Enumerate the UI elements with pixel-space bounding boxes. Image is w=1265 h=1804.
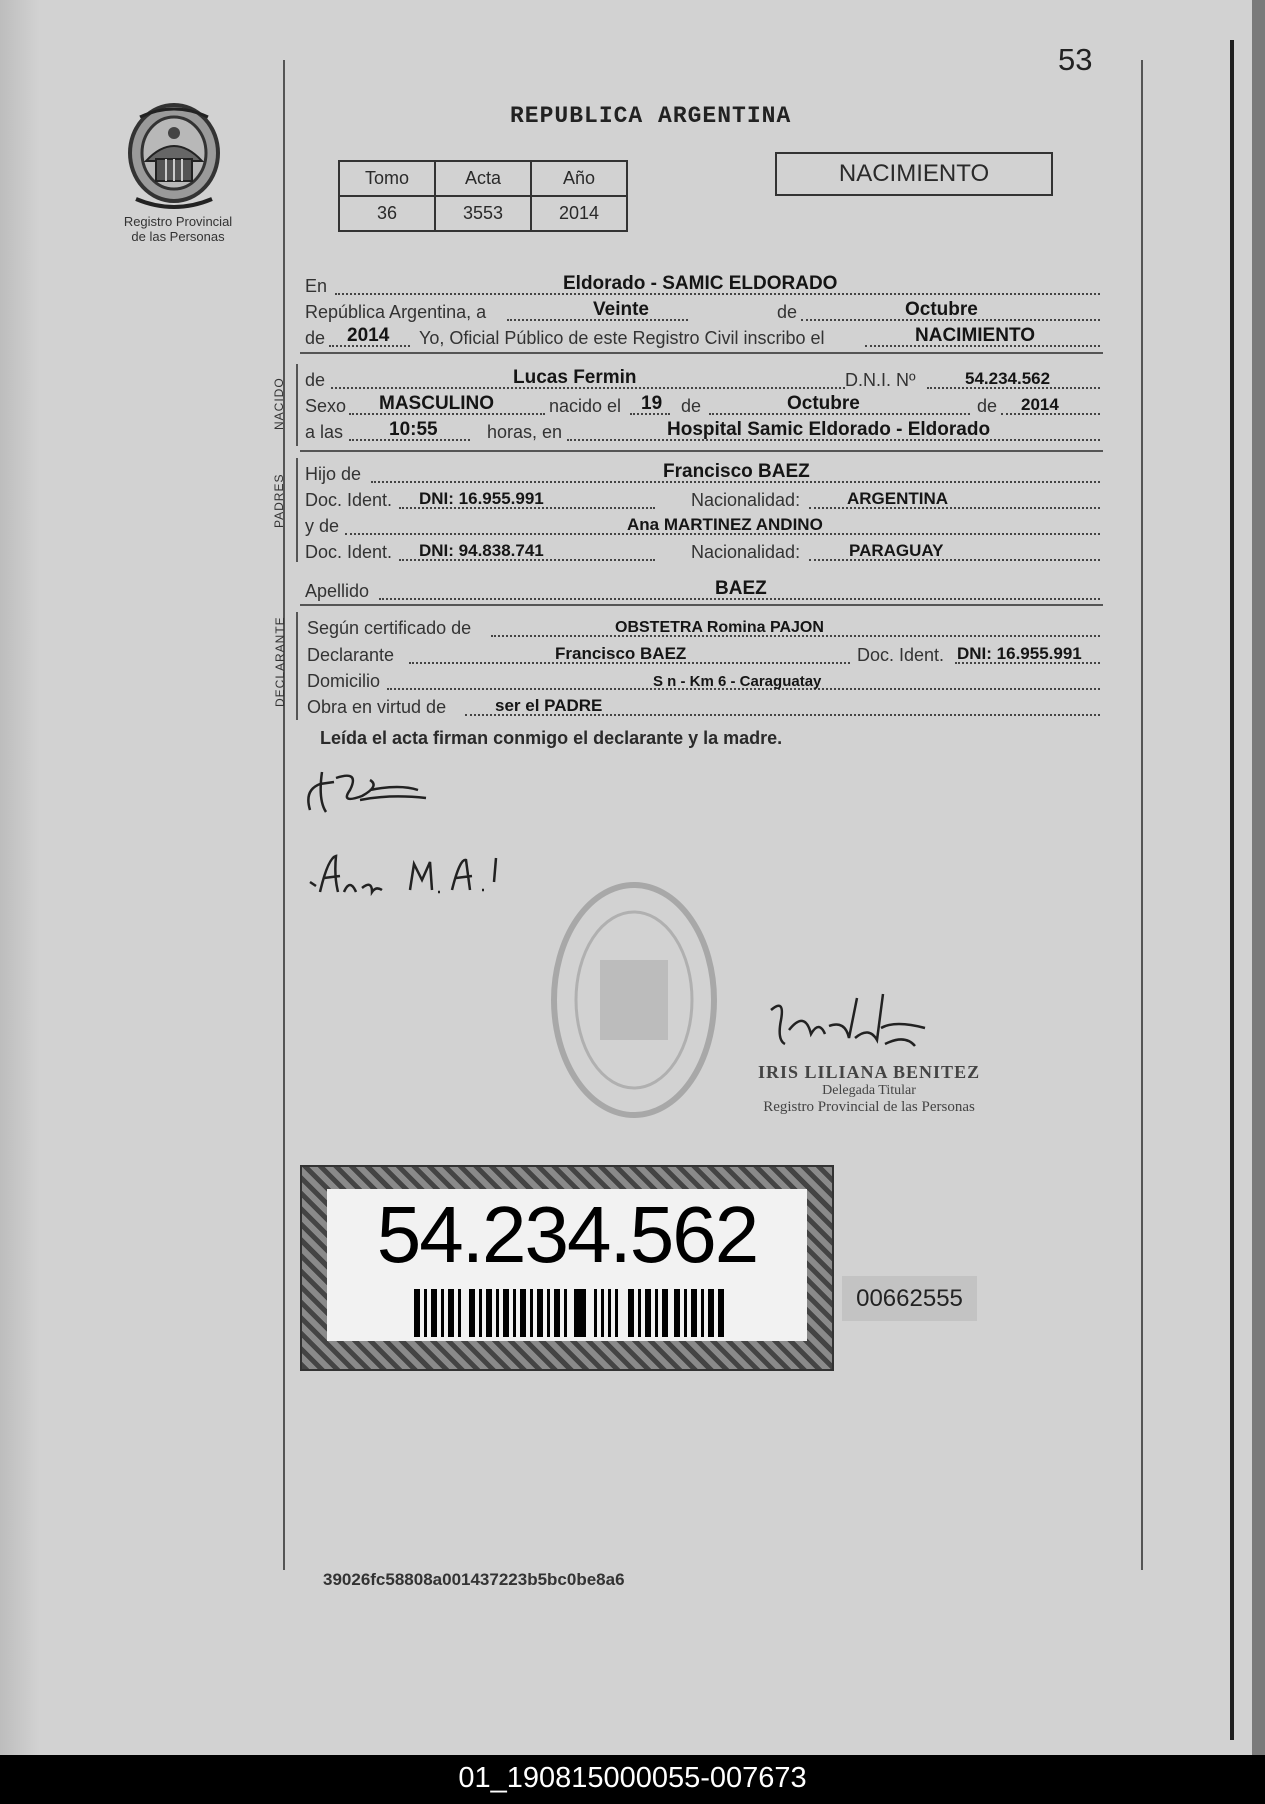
mother-doc-value: DNI: 94.838.741 <box>419 541 544 560</box>
birth-time-value: 10:55 <box>389 419 438 440</box>
year-value: 2014 <box>347 325 390 346</box>
obra-label: Obra en virtud de <box>307 697 447 717</box>
official-role: Delegada Titular <box>822 1083 916 1098</box>
row-hora <box>305 418 1100 443</box>
row-republica <box>305 298 1100 323</box>
en-label: En <box>305 276 328 296</box>
nacido-side-label: NACIDO <box>272 377 286 430</box>
oficial-text: Yo, Oficial Público de este Registro Civil inscribo el <box>419 328 825 348</box>
doc-ident-label: Doc. Ident. <box>305 490 393 510</box>
row-madre <box>305 512 1100 537</box>
surname-value: BAEZ <box>715 578 767 599</box>
hijo-de-label: Hijo de <box>305 464 362 484</box>
anio-value: 2014 <box>531 196 627 231</box>
doc-ident-label: Doc. Ident. <box>857 645 945 665</box>
row-padre-doc <box>305 486 1100 511</box>
de-label: de <box>305 328 326 348</box>
document-title: REPUBLICA ARGENTINA <box>510 103 792 129</box>
declarant-name-value: Francisco BAEZ <box>555 644 687 663</box>
barcode-icon <box>414 1289 724 1337</box>
closing-statement: Leída el acta firman conmigo el declarante y la madre. <box>320 728 783 748</box>
record-type-box: NACIMIENTO <box>775 152 1053 196</box>
nacionalidad-label: Nacionalidad: <box>691 542 801 562</box>
mother-name-value: Ana MARTINEZ ANDINO <box>627 515 823 534</box>
a-las-label: a las <box>305 422 344 442</box>
crest-caption: Registro Provincial de las Personas <box>123 214 233 244</box>
y-de-label: y de <box>305 516 340 536</box>
page-number: 53 <box>1058 42 1093 77</box>
father-doc-value: DNI: 16.955.991 <box>419 489 544 508</box>
padres-side-label: PADRES <box>272 473 286 528</box>
sexo-label: Sexo <box>305 396 347 416</box>
dni-label: D.N.I. Nº <box>845 370 916 390</box>
row-obra <box>305 693 1100 718</box>
acta-header: Acta <box>435 161 531 196</box>
declarant-doc-value: DNI: 16.955.991 <box>957 644 1082 663</box>
official-name: IRIS LILIANA BENITEZ <box>758 1062 981 1082</box>
serial-number: 00662555 <box>842 1276 977 1321</box>
row-certificado <box>305 614 1100 639</box>
row-oficial <box>305 324 1100 349</box>
tomo-value: 36 <box>339 196 435 231</box>
doc-ident-label: Doc. Ident. <box>305 542 393 562</box>
birth-day-value: 19 <box>641 393 663 414</box>
mother-nationality-value: PARAGUAY <box>849 541 944 560</box>
barcode-sticker <box>300 1165 834 1371</box>
province-crest-icon <box>126 103 222 215</box>
father-name-value: Francisco BAEZ <box>663 461 810 482</box>
row-sexo <box>305 392 1100 417</box>
anio-header: Año <box>531 161 627 196</box>
nacionalidad-label: Nacionalidad: <box>691 490 801 510</box>
mother-signature <box>306 852 506 902</box>
place-value: Eldorado - SAMIC ELDORADO <box>563 273 838 294</box>
official-office: Registro Provincial de las Personas <box>763 1099 975 1115</box>
birth-place-value: Hospital Samic Eldorado - Eldorado <box>667 419 991 440</box>
declarant-signature <box>300 760 440 820</box>
official-stamp-icon <box>548 880 720 1120</box>
child-name-value: Lucas Fermin <box>513 367 637 388</box>
sheet-edge <box>1230 40 1234 1740</box>
horas-en-label: horas, en <box>487 422 563 442</box>
official-block <box>758 1062 980 1116</box>
reference-table <box>338 160 628 232</box>
barcode-number: 54.234.562 <box>376 1190 758 1279</box>
act-value: NACIMIENTO <box>915 325 1035 346</box>
row-declarante <box>305 641 1100 666</box>
month-value: Octubre <box>905 299 978 320</box>
republica-label: República Argentina, a <box>305 302 487 322</box>
sex-value: MASCULINO <box>379 393 495 414</box>
de-label: de <box>777 302 798 322</box>
document-hash: 39026fc58808a001437223b5bc0be8a6 <box>323 1570 625 1589</box>
tomo-header: Tomo <box>339 161 435 196</box>
row-apellido <box>305 577 1100 602</box>
declarante-label: Declarante <box>307 645 395 665</box>
de-label: de <box>305 370 326 390</box>
de-label: de <box>681 396 702 416</box>
birth-month-value: Octubre <box>787 393 860 414</box>
nacido-el-label: nacido el <box>549 396 622 416</box>
declarante-side-label: DECLARANTE <box>273 616 287 707</box>
sheet-shadow <box>0 0 40 1755</box>
reason-value: ser el PADRE <box>495 696 603 715</box>
child-dni-value: 54.234.562 <box>965 369 1051 388</box>
acta-value: 3553 <box>435 196 531 231</box>
address-value: S n - Km 6 - Caraguatay <box>653 673 822 690</box>
row-en <box>305 272 1100 297</box>
domicilio-label: Domicilio <box>307 671 381 691</box>
row-nacido-nombre <box>305 366 1100 391</box>
birth-year-value: 2014 <box>1021 395 1059 414</box>
official-signature <box>765 990 935 1060</box>
row-domicilio <box>305 667 1100 692</box>
row-padre <box>305 460 1100 485</box>
day-value: Veinte <box>593 299 649 320</box>
de-label: de <box>977 396 998 416</box>
father-nationality-value: ARGENTINA <box>847 489 949 508</box>
row-madre-doc <box>305 538 1100 563</box>
file-id: 01_190815000055-007673 <box>458 1762 807 1794</box>
apellido-label: Apellido <box>305 581 370 601</box>
certificado-label: Según certificado de <box>307 618 472 638</box>
certificate-value: OBSTETRA Romina PAJON <box>615 619 824 636</box>
